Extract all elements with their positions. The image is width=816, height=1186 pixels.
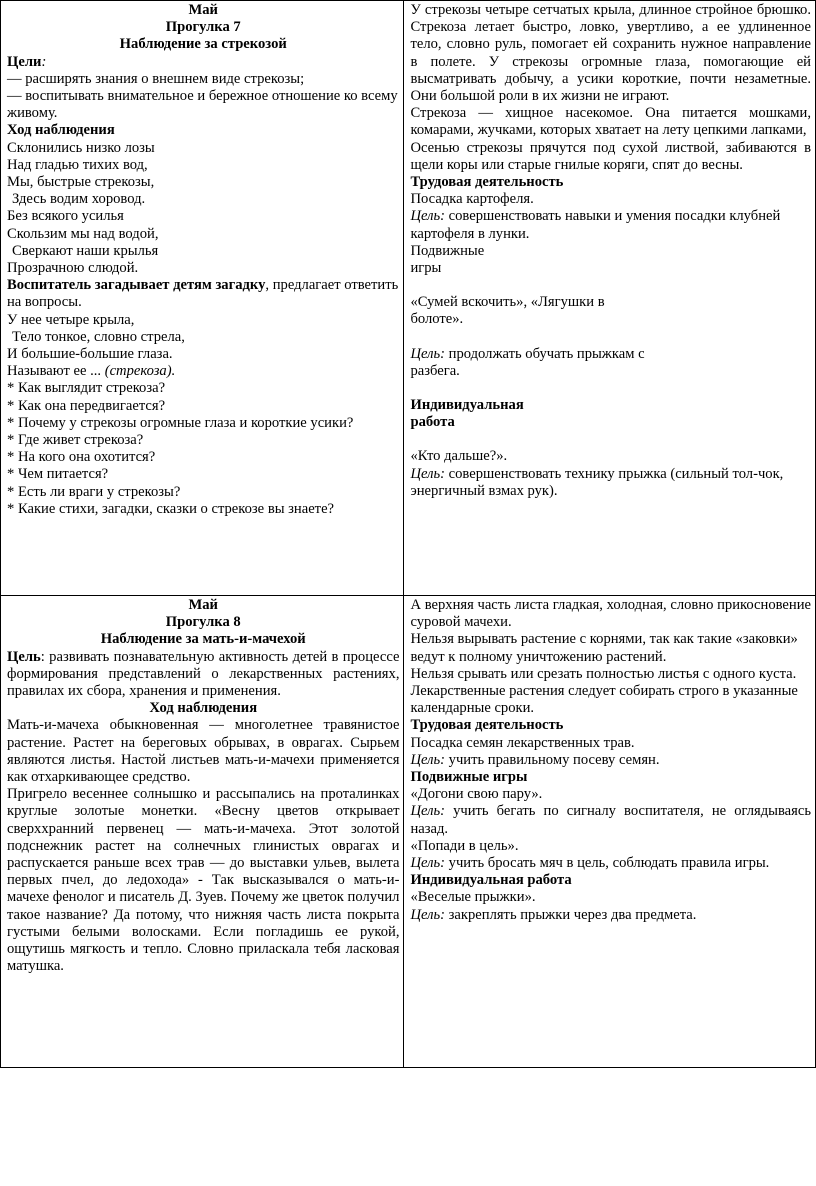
walk-7-indiv-label-2: работа — [410, 414, 455, 431]
walk-7-riddle-intro — [7, 277, 399, 311]
walk-8-left-cell — [1, 596, 404, 1068]
walk-7-indiv-goal — [410, 466, 811, 500]
walk-7-paragraph: Осенью стрекозы прячутся под сухой листвой, забиваются в щели коры или старые гнилые коряги, спят до весны. — [410, 139, 811, 173]
walk-7-games-goal — [410, 346, 690, 380]
walk-8-labor-text: Посадка семян лекарственных трав. — [410, 734, 635, 751]
walk-7-goals-colon: : — [41, 53, 47, 70]
walk-8-paragraph: А верхняя часть листа гладкая, холодная, словно прикосновение суровой мачехи. — [410, 597, 811, 631]
walk-8-game-2-goal — [410, 855, 811, 872]
walk-8-indiv-goal — [410, 907, 811, 924]
walk-7-games-text: «Сумей вскочить», «Лягушки в болоте». — [410, 294, 605, 328]
walk-7-subtitle: Наблюдение за стрекозой — [119, 36, 287, 53]
question-item: * Какие стихи, загадки, сказки о стрекозе вы знаете? — [7, 500, 335, 517]
walk-7-paragraph: Стрекоза — хищное насекомое. Она питается мошками, комарами, жучками, которых хватает на лету цепкими лапками, — [410, 105, 811, 139]
goal-label: Цель: — [410, 751, 445, 768]
walk-7-goals — [7, 54, 399, 71]
walk-7-left-cell — [1, 1, 404, 596]
walk-7-indiv-label-1: Индивидуальная — [410, 397, 524, 414]
goal-label: Цель: — [410, 345, 445, 362]
goal-text: совершенствовать навыки и умения посадки клубней картофеля в лунки. — [410, 208, 781, 242]
walk-8-paragraph: Нельзя вырывать растение с корнями, так как такие «заковки» ведут к полному уничтожению растений. — [410, 631, 798, 665]
walk-8-games-label: Подвижные игры — [410, 769, 528, 786]
riddle-intro-bold: Воспитатель загадывает детям загадку — [7, 277, 266, 294]
goal-text: учить бросать мяч в цель, соблюдать правила игры. — [445, 855, 770, 872]
riddle-line: У нее четыре крыла, — [7, 311, 135, 328]
spacer — [410, 277, 811, 294]
spacer — [410, 329, 811, 346]
goal-text: закреплять прыжки через два предмета. — [445, 906, 697, 923]
walk-7-right-cell — [404, 1, 816, 596]
goal-text: : развивать познавательную активность детей в процессе формирования представлений о лекарственных растениях, правилах их сбора, хранения и применения. — [7, 648, 400, 700]
question-item: * Чем питается? — [7, 466, 109, 483]
riddle-line: Тело тонкое, словно стрела, — [12, 328, 185, 345]
walk-7-labor-label: Трудовая деятельность — [410, 174, 564, 191]
goal-text: совершенствовать технику прыжка (сильный тол-чок, энергичный взмах рук). — [410, 465, 784, 499]
walk-8-indiv-text: «Веселые прыжки». — [410, 889, 536, 906]
walk-7-paragraph: У стрекозы четыре сетчатых крыла, длинное стройное брюшко. Стрекоза летает быстро, ловко, увертливо, а ее удлиненное тело, словно руль, помогает ей сохранить нужное направление в полете. У стрекозы огромные глаза, помогающие ей высматривать добычу, а усики короткие, почти незаметные. Они большой роли в их жизни не играют. — [410, 2, 811, 105]
walk-8-title: Прогулка 8 — [165, 614, 241, 631]
walk-8-subtitle: Наблюдение за мать-и-мачехой — [100, 631, 306, 648]
walk-8-game-1: «Догони свою пару». — [410, 786, 543, 803]
question-item: * Как выглядит стрекоза? — [7, 380, 166, 397]
goal-text: учить бегать по сигналу воспитателя, не оглядываясь назад. — [410, 803, 811, 837]
walk-8-row — [1, 596, 816, 1068]
poem-line: Прозрачною слюдой. — [7, 260, 139, 277]
walk-7-goal-1: — расширять знания о внешнем виде стрекозы; — [7, 70, 305, 87]
riddle-answer: (стрекоза). — [104, 363, 176, 380]
walk-7-month: Май — [188, 2, 218, 18]
poem-line: Мы, быстрые стрекозы, — [7, 174, 155, 191]
poem-line: Без всякого усилья — [7, 208, 124, 225]
riddle-intro-rest: , предлагает ответить на вопросы. — [7, 277, 399, 311]
poem-line: Сверкают наши крылья — [12, 242, 159, 259]
walk-8-month: Май — [188, 597, 218, 613]
spacer — [410, 380, 811, 397]
question-item: * Есть ли враги у стрекозы? — [7, 483, 181, 500]
question-item: * На кого она охотится? — [7, 449, 156, 466]
goal-label: Цель: — [410, 855, 445, 872]
walk-8-right-cell — [404, 596, 816, 1068]
riddle-line: И большие-большие глаза. — [7, 346, 173, 363]
walk-8-game-1-goal — [410, 803, 811, 837]
walk-8-labor-label: Трудовая деятельность — [410, 717, 564, 734]
walk-8-paragraph: Нельзя срывать или срезать полностью листья с одного куста. Лекарственные растения следует собирать строго в указанные календарные сроки. — [410, 665, 798, 717]
walk-7-title: Прогулка 7 — [165, 19, 241, 36]
goal-label: Цель: — [410, 208, 445, 225]
walk-8-goal — [7, 649, 399, 701]
poem-line: Здесь водим хоровод. — [12, 191, 146, 208]
goal-label: Цель — [7, 648, 41, 665]
walk-7-games-label-1: Подвижные — [410, 242, 485, 259]
goal-label: Цель: — [410, 803, 445, 820]
walk-8-game-2: «Попади в цель». — [410, 837, 519, 854]
walk-8-paragraph: Пригрело весеннее солнышко и рассыпались на проталинках круглые золотые монетки. «Весну цветов открывает сверххранний первенец — мать-и-мачеха. Этот золотой подснежник растет на солнечных глинистых оврагах и распускается раньше всех трав — до выставки ульев, вылета первых пчел, до ледохода» - Так высказывался о мать-и-мачехе фенолог и писатель Д. Зуев. Почему же цветок получил такое название? Да потому, что нижняя часть листа покрыта густыми белыми волосками. Если погладишь ее рукой, ощутишь мягкость и тепло. Словно приласкала тебя ласковая матушка. — [7, 786, 400, 975]
walk-8-paragraph: Мать-и-мачеха обыкновенная — многолетнее травянистое растение. Растет на береговых обрывах, в оврагах. Сырьем являются листья. Настой листьев мать-и-мачехи применяется как отхаркивающее средство. — [7, 717, 400, 786]
question-item: * Как она передвигается? — [7, 397, 166, 414]
walk-7-labor-goal — [410, 208, 811, 242]
walk-8-labor-goal — [410, 752, 811, 769]
riddle-last-plain: Называют ее ... — [7, 363, 105, 380]
walk-7-course-label: Ход наблюдения — [7, 122, 115, 139]
walk-7-labor-text: Посадка картофеля. — [410, 191, 534, 208]
riddle-last-line — [7, 363, 399, 380]
poem-line: Склонились низко лозы — [7, 139, 155, 156]
walk-7-indiv-text: «Кто дальше?». — [410, 448, 508, 465]
walk-7-games-label-2: игры — [410, 260, 442, 277]
goal-text: продолжать обучать прыжкам с разбега. — [410, 345, 645, 379]
walk-7-goals-label: Цели — [7, 53, 42, 70]
goal-label: Цель: — [410, 906, 445, 923]
walk-7-goal-2: — воспитывать внимательное и бережное отношение ко всему живому. — [7, 88, 398, 122]
walk-7-row — [1, 1, 816, 596]
goal-text: учить правильному посеву семян. — [445, 751, 660, 768]
walk-8-course-label: Ход наблюдения — [149, 700, 258, 717]
goal-label: Цель: — [410, 465, 445, 482]
walk-8-indiv-label: Индивидуальная работа — [410, 872, 572, 889]
question-item: * Где живет стрекоза? — [7, 432, 144, 449]
poem-line: Скользим мы над водой, — [7, 225, 159, 242]
spacer — [410, 431, 811, 448]
question-item: * Почему у стрекозы огромные глаза и короткие усики? — [7, 414, 354, 431]
poem-line: Над гладью тихих вод, — [7, 156, 148, 173]
